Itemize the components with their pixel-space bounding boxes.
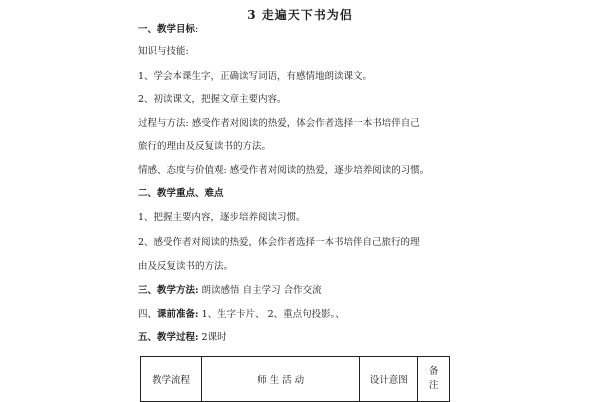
objective-item-1: 1、学会本课生字，正确读写词语，有感情地朗读课文。 [138, 71, 373, 82]
keypoint-item-2-line-2: 由及反复读书的方法。 [138, 261, 234, 272]
objective-item-2: 2、初读课文，把握文章主要内容。 [138, 94, 287, 105]
section-preparation [138, 308, 345, 322]
table-header-activities: 师 生 活 动 [202, 357, 360, 402]
teaching-process-table [140, 356, 450, 402]
section-preparation-heading: 课前准备: [157, 309, 199, 320]
process-method-line-1: 过程与方法: 感受作者对阅读的热爱，体会作者选择一本书培伴自己 [138, 118, 420, 129]
table-header-notes-line-1: 备 [428, 366, 439, 377]
section-objectives-colon: : [195, 24, 199, 35]
section-process-text: 2课时 [201, 332, 227, 343]
knowledge-skills-label: 知识与技能: [138, 46, 189, 57]
emotion-values-line: 情感、态度与价值观: 感受作者对阅读的热爱，逐步培养阅读的习惯。 [138, 165, 430, 176]
table-header-flow: 教学流程 [141, 357, 202, 402]
process-method-line-2: 旅行的理由及反复读书的方法。 [138, 141, 272, 152]
table-header-notes [418, 357, 450, 402]
section-process-heading: 五、教学过程: [138, 332, 199, 343]
keypoint-item-2-line-1: 2、感受作者对阅读的热爱，体会作者选择一本书培伴自己旅行的理 [138, 237, 420, 248]
keypoint-item-1: 1、把握主要内容，逐步培养阅读习惯。 [138, 212, 306, 223]
section-methods-text: 朗读感悟 自主学习 合作交流 [201, 285, 322, 296]
table-header-notes-line-2: 注 [428, 380, 439, 391]
section-keypoints-heading: 二、教学重点、难点 [138, 188, 224, 199]
section-methods [138, 284, 322, 298]
table-header-design-intent: 设计意图 [360, 357, 418, 402]
section-preparation-prefix: 四、 [138, 309, 158, 320]
section-preparation-text: 1、生字卡片、 2、重点句投影。、 [201, 309, 345, 320]
table-header-row [141, 357, 450, 402]
section-objectives-title: 一、教学目标 [138, 24, 196, 35]
section-objectives-heading [138, 23, 198, 37]
section-process [138, 331, 227, 345]
lesson-title: 3 走遍天下书为侣 [247, 8, 353, 22]
section-methods-heading: 三、教学方法: [138, 285, 199, 296]
